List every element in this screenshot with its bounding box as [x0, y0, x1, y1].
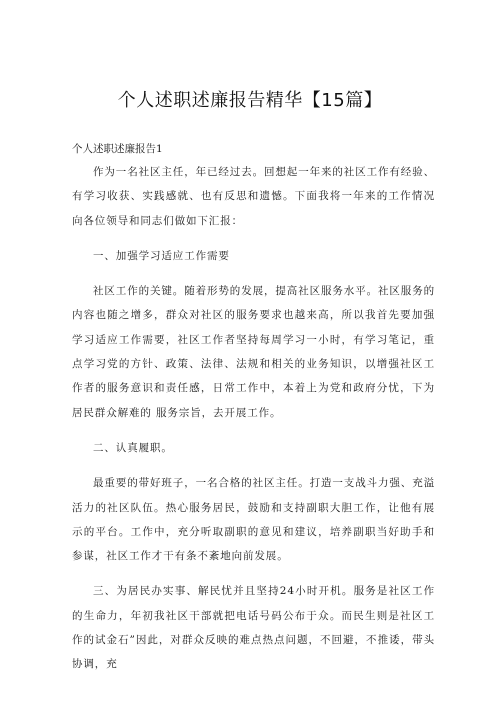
paragraph-study: 社区工作的关键。随着形势的发展，提高社区服务水平。社区服务的内容也随之增多，群众对社区的服务要求也越来高，所以我首先要加强学习适应工作需要，社区工作者坚持每周学习一小时，有学习笔记，重点学习党的方针、政策、法律、法规和相关的业务知识，以增强社区工作者的服务意识和责任感，日常工作中，本着上为党和政府分忧，下为居民群众解难的 服务宗旨，去开展工作。 [72, 285, 435, 419]
document-title: 个人述职述廉报告精华【15篇】 [117, 90, 383, 111]
section-heading: 个人述职述廉报告1 [72, 143, 163, 155]
paragraph-intro: 作为一名社区主任，年已经过去。回想起一年来的社区工作有经验、有学习收获、实践感就、也有反思和遗憾。下面我将一年来的工作情况向各位领导和同志们做如下汇报： [72, 166, 435, 227]
paragraph-service: 三、为居民办实事、解民忧并且坚持24小时开机。服务是社区工作的生命力，年初我社区干部就把电话号码公布于众。而民生则是社区工作的试金石”因此，对群众反映的难点热点问题，不回避，不推诿，带头协调，充 [72, 585, 435, 671]
document-body [72, 160, 435, 688]
paragraph-heading-1: 一、加强学习适应工作需要 [93, 249, 230, 262]
paragraph-team: 最重要的带好班子，一名合格的社区主任。打造一支战斗力强、充溢活力的社区队伍。热心服务居民，鼓励和支持副职大胆工作，让他有展示的平台。工作中，充分听取副职的意见和建议，培养副职当好助手和参谋，社区工作才干有条不紊地向前发展。 [72, 477, 435, 563]
paragraph-heading-2: 二、认真履职。 [93, 441, 173, 454]
